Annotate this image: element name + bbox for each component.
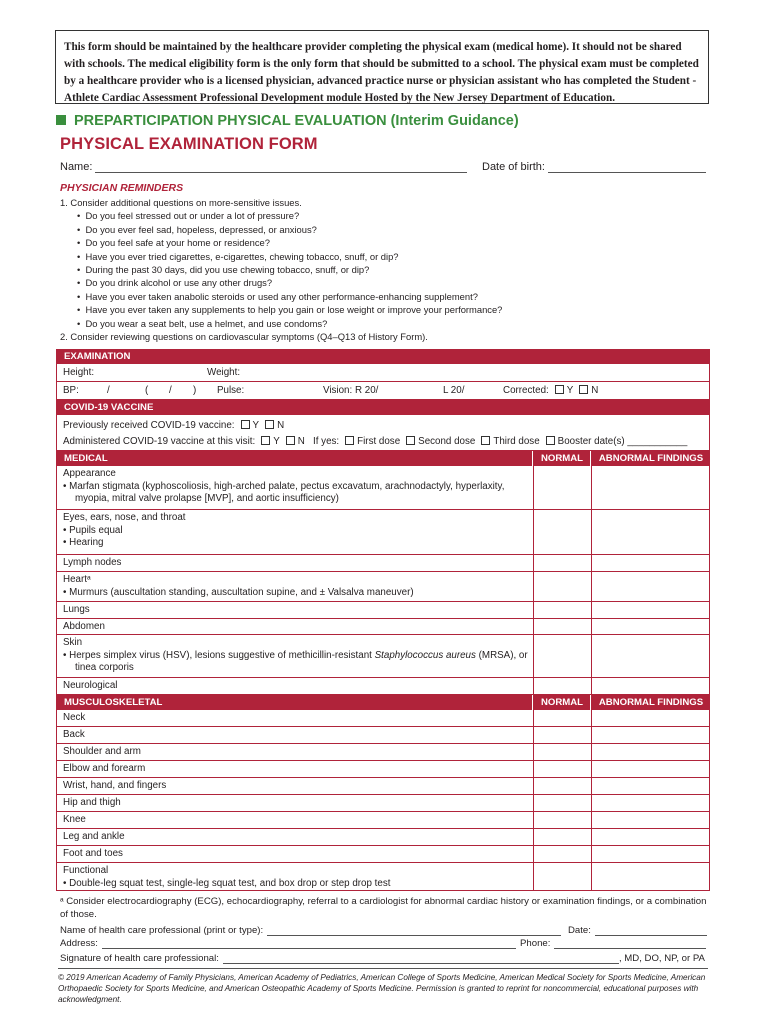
square-icon <box>56 115 66 125</box>
phone-field[interactable] <box>554 938 706 949</box>
prof-name-field[interactable] <box>267 925 561 936</box>
msk-header: MUSCULOSKELETAL NORMAL ABNORMAL FINDINGS <box>56 695 710 710</box>
corrected-yes-checkbox[interactable] <box>555 385 564 394</box>
reminders-heading: PHYSICIAN REMINDERS <box>60 182 184 194</box>
dob-row <box>482 161 706 173</box>
eent-row: Eyes, ears, nose, and throat • Pupils equal • Hearing <box>56 510 710 555</box>
covid-header: COVID-19 VACCINE <box>56 400 710 415</box>
reminder-bullet: • Do you ever feel sad, hopeless, depressed, or anxious? <box>77 223 317 235</box>
first-dose-checkbox[interactable] <box>345 436 354 445</box>
date-row: Date: <box>568 925 707 936</box>
name-row <box>60 161 467 173</box>
msk-row-foot: Foot and toes <box>56 846 710 863</box>
msk-row-back: Back <box>56 727 710 744</box>
corrected-group: Corrected: Y N <box>503 385 599 396</box>
notice-text: This form should be maintained by the healthcare provider completing the physical exam (medical home). It should not be shared with schools. The medical eligibility form is the only form that should be submitted to a school. The physical exam must be completed by a healthcare provider who is a licensed physician, advanced practice nurse or physician assistant who has completed the Student - Athlete Cardiac Assessment Professional Development module Hosted by the New Jersey Department of Education. <box>64 41 699 104</box>
msk-row-functional: Functional • Double-leg squat test, single-leg squat test, and box drop or step drop test <box>56 863 710 891</box>
second-dose-checkbox[interactable] <box>406 436 415 445</box>
reminders-list <box>60 196 502 343</box>
vision-left-label: L 20/ <box>443 385 465 396</box>
msk-row-knee: Knee <box>56 812 710 829</box>
msk-row-leg: Leg and ankle <box>56 829 710 846</box>
reminder-bullet: • Have you ever tried cigarettes, e-cigarettes, chewing tobacco, snuff, or dip? <box>77 250 399 262</box>
covid-rows <box>56 415 710 451</box>
form-subtitle: PHYSICAL EXAMINATION FORM <box>60 135 318 153</box>
bp-slash-2: / <box>169 385 172 396</box>
heart-row: Heartᵃ • Murmurs (auscultation standing, auscultation supine, and ± Valsalva maneuver) <box>56 572 710 602</box>
prev-yes-checkbox[interactable] <box>241 420 250 429</box>
date-field[interactable] <box>595 925 707 936</box>
dob-label: Date of birth: <box>482 161 545 173</box>
dob-field[interactable] <box>548 162 706 173</box>
bp-paren-open: ( <box>145 385 149 396</box>
reminder-bullet: • During the past 30 days, did you use chewing tobacco, snuff, or dip? <box>77 264 370 276</box>
bp-slash: / <box>107 385 110 396</box>
admin-no-checkbox[interactable] <box>286 436 295 445</box>
corrected-no-checkbox[interactable] <box>579 385 588 394</box>
abdomen-row: Abdomen <box>56 619 710 635</box>
abnormal-col-header: ABNORMAL FINDINGS <box>590 695 711 710</box>
normal-col-header: NORMAL <box>532 451 591 466</box>
height-weight-row <box>56 364 710 382</box>
covid-admin-row: Administered COVID-19 vaccine at this visit: Y N If yes: First dose Second dose Third dose Booster date(s) ___________ <box>63 436 688 447</box>
bp-row <box>56 382 710 400</box>
credentials-suffix: , MD, DO, NP, or PA <box>618 953 705 964</box>
reminder-item-1: 1. Consider additional questions on more-sensitive issues. <box>60 197 302 208</box>
footnote: ᵃ Consider electrocardiography (ECG), echocardiography, referral to a cardiologist for abnormal cardiac history or examination findings, or a combination of those. <box>60 896 707 920</box>
title-text: PREPARTICIPATION PHYSICAL EVALUATION (Interim Guidance) <box>74 113 519 129</box>
address-field[interactable] <box>102 938 516 949</box>
notice-box <box>55 30 709 104</box>
name-field[interactable] <box>95 162 467 173</box>
reminder-bullet: • Do you feel safe at your home or residence? <box>77 237 270 249</box>
lungs-row: Lungs <box>56 602 710 619</box>
reminder-bullet: • Do you feel stressed out or under a lot of pressure? <box>77 210 300 222</box>
msk-row-hip: Hip and thigh <box>56 795 710 812</box>
weight-label: Weight: <box>207 367 241 378</box>
neuro-row: Neurological <box>56 678 710 695</box>
lymph-row: Lymph nodes <box>56 555 710 572</box>
copyright: © 2019 American Academy of Family Physicians, American Academy of Pediatrics, American College of Sports Medicine, American Medical Society for Sports Medicine, American Orthopaedic Society for Sports Medicine, and American Osteopathic Academy of Sports Medicine. Permission is granted to reprint for noncommercial, educational purposes with acknowledgment. <box>58 968 708 1005</box>
signature-row: Signature of health care professional: , MD, DO, NP, or PA <box>60 953 705 964</box>
medical-header: MEDICAL NORMAL ABNORMAL FINDINGS <box>56 451 710 466</box>
abnormal-col-header: ABNORMAL FINDINGS <box>590 451 711 466</box>
bp-paren-close: ) <box>193 385 197 396</box>
third-dose-checkbox[interactable] <box>481 436 490 445</box>
exam-header: EXAMINATION <box>56 349 710 364</box>
form-title <box>56 113 519 129</box>
height-label: Height: <box>63 367 95 378</box>
phone-row: Phone: <box>520 938 706 949</box>
msk-row-shoulder: Shoulder and arm <box>56 744 710 761</box>
reminder-bullet: • Have you ever taken any supplements to help you gain or lose weight or improve your performance? <box>77 304 503 316</box>
covid-prev-row: Previously received COVID-19 vaccine: Y N <box>63 420 285 431</box>
reminder-bullet: • Do you wear a seat belt, use a helmet, and use condoms? <box>77 317 328 329</box>
bp-label: BP: <box>63 385 79 396</box>
normal-col-header: NORMAL <box>532 695 591 710</box>
prof-name-row: Name of health care professional (print or type): <box>60 925 561 936</box>
reminder-bullet: • Have you ever taken anabolic steroids or used any other performance-enhancing supplement? <box>77 290 478 302</box>
msk-row-wrist: Wrist, hand, and fingers <box>56 778 710 795</box>
vision-right-label: Vision: R 20/ <box>323 385 379 396</box>
prev-no-checkbox[interactable] <box>265 420 274 429</box>
skin-row: Skin • Herpes simplex virus (HSV), lesions suggestive of methicillin-resistant Staphylococcus aureus (MRSA), or tinea corporis <box>56 635 710 678</box>
address-row: Address: <box>60 938 516 949</box>
booster-checkbox[interactable] <box>546 436 555 445</box>
msk-row-elbow: Elbow and forearm <box>56 761 710 778</box>
reminder-bullet: • Do you drink alcohol or use any other drugs? <box>77 277 273 289</box>
appearance-row: Appearance • Marfan stigmata (kyphoscoliosis, high-arched palate, pectus excavatum, arachnodactyly, hyperlaxity, myopia, mitral valve prolapse [MVP], and aortic insufficiency) <box>56 466 710 510</box>
signature-field[interactable] <box>223 953 619 964</box>
admin-yes-checkbox[interactable] <box>261 436 270 445</box>
reminder-item-2: 2. Consider reviewing questions on cardiovascular symptoms (Q4–Q13 of History Form). <box>60 331 428 343</box>
msk-row-neck: Neck <box>56 710 710 727</box>
pulse-label: Pulse: <box>217 385 245 396</box>
name-label: Name: <box>60 161 93 173</box>
